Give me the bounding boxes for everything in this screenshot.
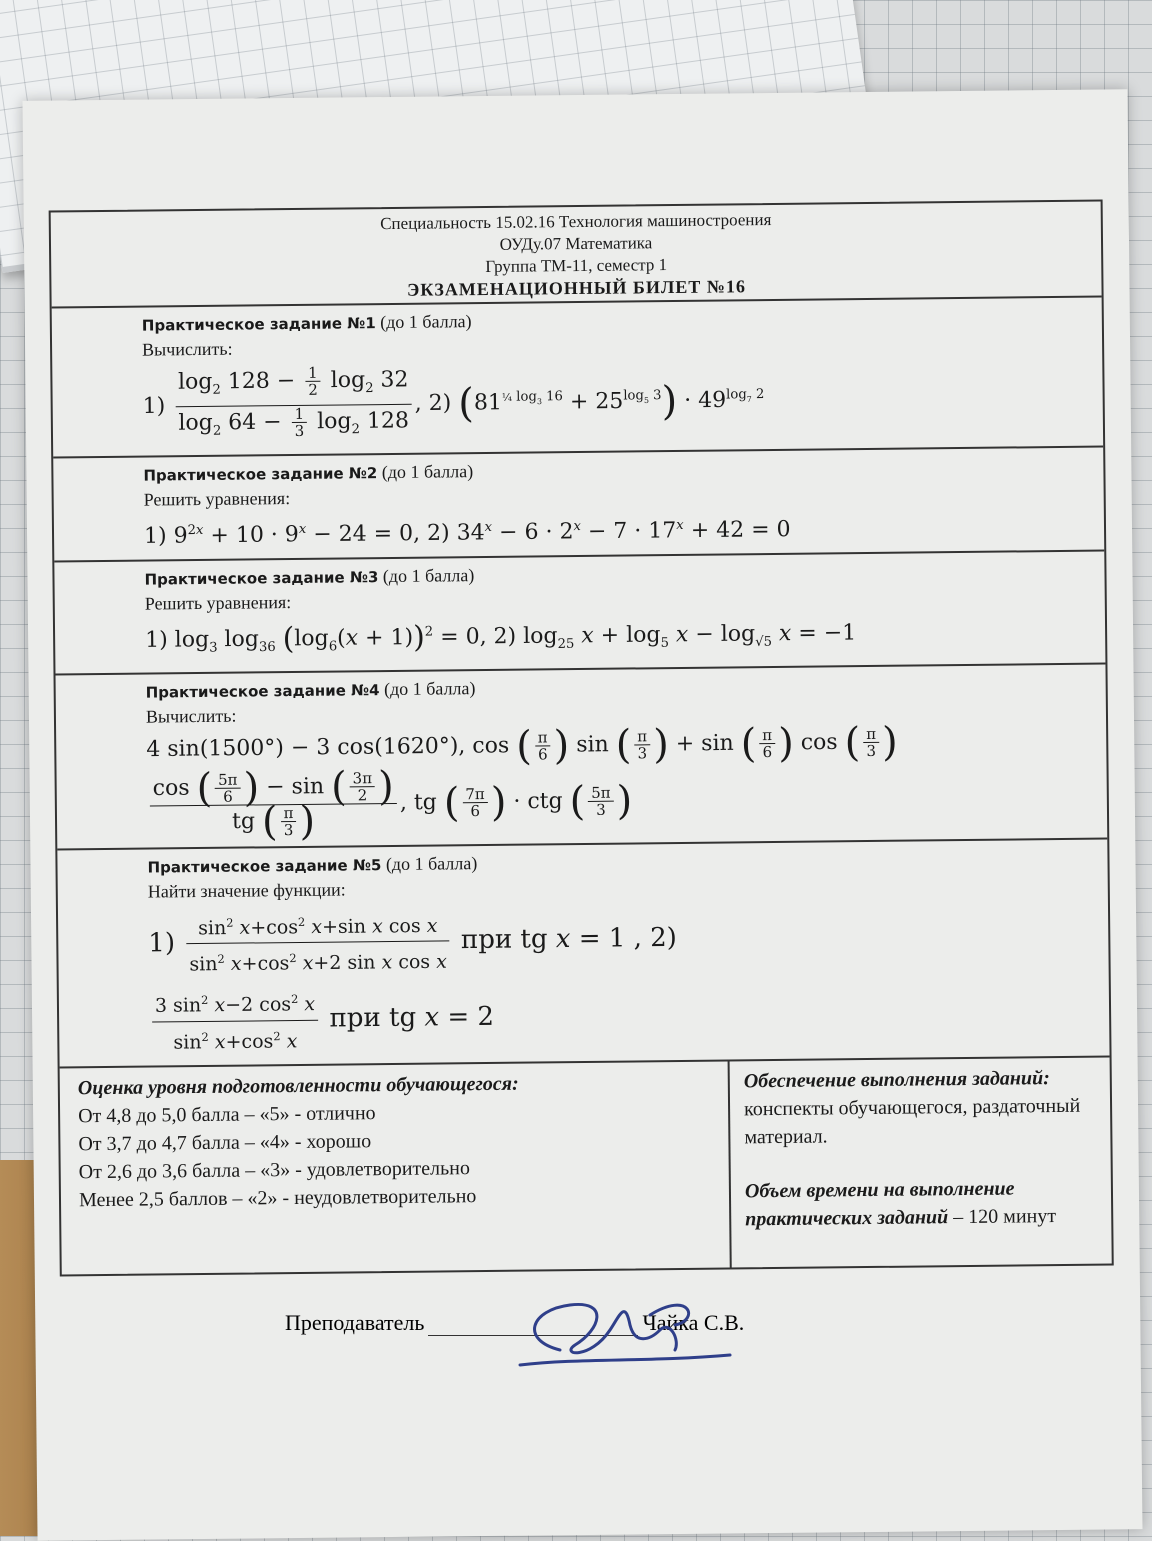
task-formula: 1) $9^{2x} + 10 \cdot 9^x - 24 = 0$, 2) $34^x - 6 \cdot 2^x - 7 \cdot 17^x + 42 = 0$ <box>143 516 791 549</box>
task-5 <box>57 837 1109 1066</box>
support-title: Обеспечение выполнения заданий: <box>743 1067 1050 1093</box>
specialty: Специальность 15.02.16 Технология машиностроения <box>380 209 772 234</box>
task-formula: 1) $\log_2 128$ − $\frac{1}{2}$ $\log_2 32$ $\log_2 64$ − $\frac{1}{3}$ $\log_2 128$ , 2) $(81^{\frac{1}{4} log_3 16} + 25^{log_5 3}) \cdot 49^{log_7 2}$ <box>142 363 765 440</box>
task-3 <box>54 550 1105 674</box>
task-points: (до 1 балла) <box>380 311 472 333</box>
task-points: (до 1 балла) <box>382 565 475 587</box>
task-2 <box>53 445 1104 560</box>
bottom-section <box>60 1056 1112 1275</box>
task-formula: 1) $\frac{\sin^2 x+\cos^2 x+\sin x \cos x}{\sin^2 x+\cos^2 x+2 \sin x \cos x}$ при tg x = 1 , 2) <box>148 899 1039 980</box>
task-formula: 4 sin(1500°) − 3 cos(1620°), cos ( $\frac{\pi}{6}$ ) sin ( $\frac{\pi}{3}$ ) + sin ( $\frac{\pi}{6}$ ) cos ( $\frac{\pi}{3}$ ) <box>146 719 898 770</box>
grading-line: От 3,7 до 4,7 балла – «4» - хорошо <box>78 1130 372 1156</box>
support-block <box>730 1058 1112 1268</box>
task-formula: 1) $\log_3 \log_{36} (\log_6(x + 1))^2 = 0$, 2) $\log_{25} x + \log_5 x - \log_{√5} x = -1$ <box>145 620 857 657</box>
task-formula-2: cos ( $\frac{5\pi}{6}$ ) − sin ( $\frac{3\pi}{2}$ ) tg ( $\frac{\pi}{3}$ ) , tg ( $\frac{7\pi}{6}$ ) · ctg ( $\frac{5\pi}{3}$ ) <box>147 763 1038 839</box>
task-instruction: Найти значение функции: <box>147 879 346 902</box>
exam-ticket <box>49 200 1114 1277</box>
task-title: Практическое задание №5 <box>147 855 382 877</box>
task-instruction: Вычислить: <box>145 705 237 727</box>
task-points: (до 1 балла) <box>385 852 478 874</box>
teacher-label: Преподаватель <box>285 1310 425 1335</box>
task-instruction: Решить уравнения: <box>143 487 291 510</box>
grading-block <box>60 1062 732 1275</box>
grading-line: От 2,6 до 3,6 балла – «3» - удовлетворительно <box>78 1157 471 1184</box>
group: Группа ТМ-11, семестр 1 <box>485 255 668 276</box>
grading-line: От 4,8 до 5,0 балла – «5» - отлично <box>78 1102 376 1128</box>
time-text: – 120 минут <box>953 1205 1057 1229</box>
support-text: конспекты обучающегося, раздаточный материал. <box>743 1094 1081 1149</box>
task-title: Практическое задание №1 <box>141 314 376 335</box>
time-title: Объем времени на выполнение практических заданий <box>744 1177 1015 1231</box>
task-title: Практическое задание №4 <box>145 680 380 702</box>
task-1 <box>52 296 1104 457</box>
task-instruction: Решить уравнения: <box>144 592 292 614</box>
task-title: Практическое задание №2 <box>143 463 378 485</box>
teacher-name: Чайка С.В. <box>642 1310 745 1335</box>
task-points: (до 1 балла) <box>383 677 476 699</box>
task-points: (до 1 балла) <box>381 460 474 482</box>
task-title: Практическое задание №3 <box>144 568 379 589</box>
task-4 <box>55 662 1107 848</box>
subject: ОУДу.07 Математика <box>499 233 653 254</box>
ticket-header <box>51 202 1102 307</box>
task-instruction: Вычислить: <box>141 338 233 360</box>
handwritten-signature <box>500 1270 740 1380</box>
task-formula-2: $\frac{3 \sin^2 x-2 \cos^2 x}{\sin^2 x+\cos^2 x}$ при tg x = 2 <box>149 977 1040 1058</box>
grading-line: Менее 2,5 баллов – «2» - неудовлетворительно <box>78 1185 477 1212</box>
ticket-title: ЭКЗАМЕНАЦИОННЫЙ БИЛЕТ №16 <box>406 276 746 300</box>
grading-title: Оценка уровня подготовленности обучающегося: <box>77 1072 519 1100</box>
